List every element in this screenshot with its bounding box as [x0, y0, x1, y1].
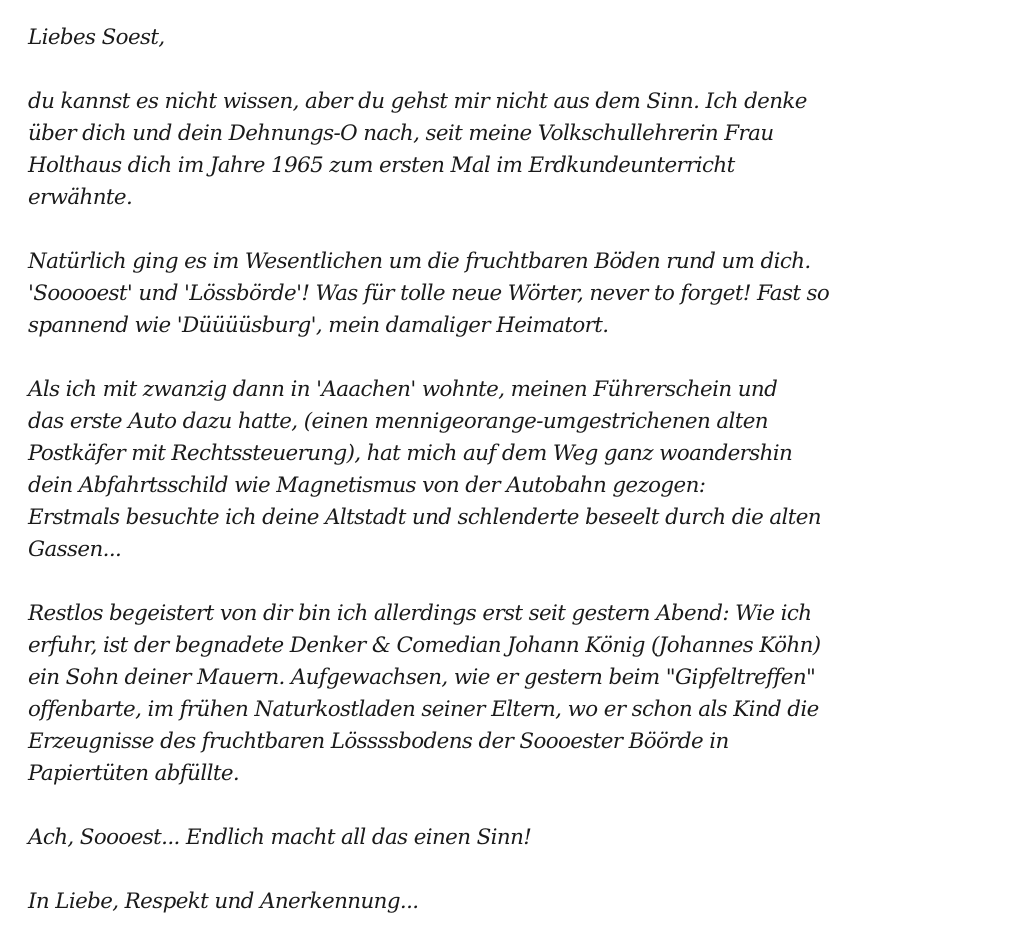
text-line: erwähnte. [28, 185, 133, 210]
paragraph-spacer [28, 54, 1003, 86]
closing: In Liebe, Respekt und Anerkennung... [28, 889, 419, 914]
text-line: spannend wie 'Düüüüsburg', mein damaliger Heimatort. [28, 313, 609, 338]
text-line: das erste Auto dazu hatte, (einen mennigeorange-umgestrichenen alten [28, 409, 768, 434]
text-line: dein Abfahrtsschild wie Magnetismus von der Autobahn gezogen: [28, 473, 706, 498]
paragraph-1 [28, 86, 1003, 214]
text-line: offenbarte, im frühen Naturkostladen seiner Eltern, wo er schon als Kind die [28, 697, 819, 722]
text-line: über dich und dein Dehnungs-O nach, seit meine Volkschullehrerin Frau [28, 121, 774, 146]
text-line: Papiertüten abfüllte. [28, 761, 240, 786]
paragraph-4 [28, 598, 1003, 790]
text-line: Ach, Soooest... Endlich macht all das einen Sinn! [28, 825, 532, 850]
text-line: Natürlich ging es im Wesentlichen um die fruchtbaren Böden rund um dich. [28, 249, 811, 274]
paragraph-spacer [28, 566, 1003, 598]
salutation: Liebes Soest, [28, 25, 165, 50]
text-line: Erzeugnisse des fruchtbaren Lössssbodens der Soooester Böörde in [28, 729, 729, 754]
paragraph-spacer [28, 342, 1003, 374]
paragraph-3 [28, 374, 1003, 566]
paragraph-spacer [28, 790, 1003, 822]
paragraph-spacer [28, 214, 1003, 246]
text-line: ein Sohn deiner Mauern. Aufgewachsen, wie er gestern beim "Gipfeltreffen" [28, 665, 816, 690]
text-line: du kannst es nicht wissen, aber du gehst mir nicht aus dem Sinn. Ich denke [28, 89, 807, 114]
text-line: erfuhr, ist der begnadete Denker & Comedian Johann König (Johannes Köhn) [28, 633, 821, 658]
paragraph-spacer [28, 854, 1003, 886]
paragraph-2 [28, 246, 1003, 342]
text-line: 'Sooooest' und 'Lössbörde'! Was für tolle neue Wörter, never to forget! Fast so [28, 281, 830, 306]
text-line: Restlos begeistert von dir bin ich allerdings erst seit gestern Abend: Wie ich [28, 601, 812, 626]
paragraph-5 [28, 822, 1003, 854]
text-line: Gassen... [28, 537, 122, 562]
letter-body [28, 22, 1003, 918]
text-line: Erstmals besuchte ich deine Altstadt und schlenderte beseelt durch die alten [28, 505, 821, 530]
text-line: Holthaus dich im Jahre 1965 zum ersten Mal im Erdkundeunterricht [28, 153, 735, 178]
text-line: Postkäfer mit Rechtssteuerung), hat mich auf dem Weg ganz woandershin [28, 441, 793, 466]
text-line: Als ich mit zwanzig dann in 'Aaachen' wohnte, meinen Führerschein und [28, 377, 778, 402]
